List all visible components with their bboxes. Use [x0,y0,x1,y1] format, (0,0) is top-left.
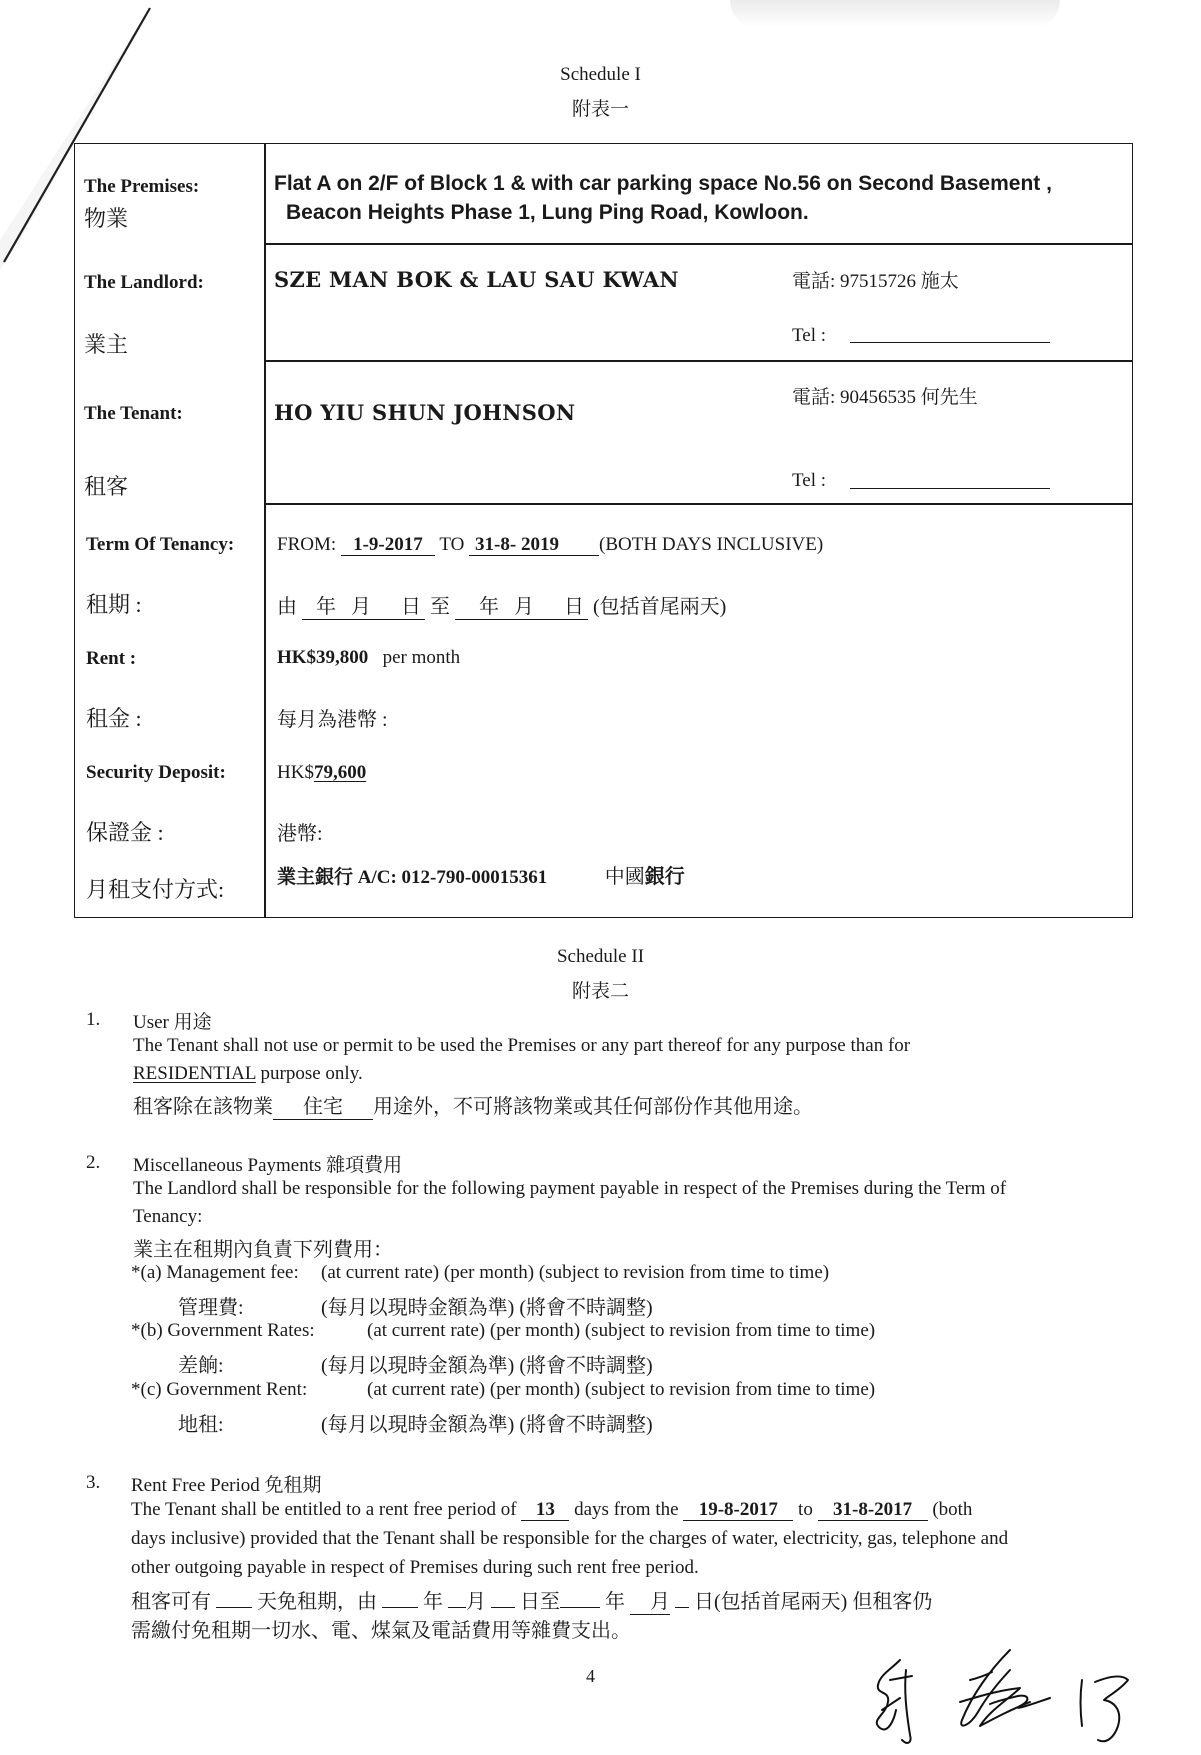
table-row-divider [264,360,1133,362]
zh-days-blank [216,1591,252,1608]
tenant-label-zh: 租客 [84,474,129,499]
scan-shadow [730,0,1060,28]
zh-month-blank [448,1591,466,1608]
clause-3-zh-year2: 年 [605,1591,625,1613]
term-zh-suffix: (包括首尾兩天) [593,596,727,618]
rent-free-to: 31-8-2017 [818,1500,928,1521]
tenant-tel-label: Tel : [792,470,827,491]
term-chinese [277,590,726,620]
clause-2b-zh-terms: (每月以現時金額為準) (將會不時調整) [321,1355,653,1377]
term-label-zh: 租期 : [86,592,142,617]
landlord-tel-blank [850,342,1050,343]
clause-3-text-c: to [798,1499,813,1520]
term-zh-to-blank [455,590,588,620]
clause-2a-zh-terms: (每月以現時金額為準) (將會不時調整) [321,1297,653,1319]
clause-2c-zh-terms: (每月以現時金額為準) (將會不時調整) [321,1414,653,1436]
term-zh-to: 至 [430,596,450,618]
clause-1-number: 1. [86,1009,101,1030]
schedule-1-title-zh: 附表一 [571,99,629,120]
rent-label-zh: 租金 : [86,706,142,731]
zh-year-blank [382,1591,418,1608]
term-inclusive: (BOTH DAYS INCLUSIVE) [599,534,824,555]
premises-address-line2: Beacon Heights Phase 1, Lung Ping Road, Kowloon. [286,201,809,224]
deposit-value-zh: 港幣: [277,823,323,845]
bank-name-suffix: 銀行 [644,866,685,888]
table-row-divider [264,503,1133,505]
landlord-tel-label: Tel : [792,325,827,346]
zh-year2-blank [560,1591,600,1608]
clause-1-heading: User 用途 [133,1012,212,1033]
rent-period: per month [382,647,461,668]
clause-2c-label: *(c) Government Rent: [131,1379,308,1400]
bank-name-prefix: 中國 [604,866,645,888]
zh-year: 年 [479,596,499,618]
clause-1-zh [133,1090,813,1120]
rent-value-zh: 每月為港幣 : [277,709,388,731]
landlord-name: SZE MAN BOK & LAU SAU KWAN [274,267,679,292]
zh-day: 日 [401,596,421,618]
signature [860,1640,1180,1752]
rent-free-days: 13 [521,1500,569,1521]
table-row-divider [264,243,1133,245]
clause-3-zh-end: 日(包括首尾兩天) 但租客仍 [694,1591,933,1613]
rent-free-from: 19-8-2017 [683,1500,793,1521]
schedule-1-title: Schedule I [560,64,641,85]
clause-3-text-b: days from the [574,1499,679,1520]
payment-account [277,860,685,889]
premises-label-zh: 物業 [84,206,129,231]
zh-month: 月 [351,596,371,618]
clause-3-zh-a: 租客可有 [131,1591,211,1613]
clause-3-line1 [131,1499,972,1521]
clause-2a-terms: (at current rate) (per month) (subject to revision from time to time) [321,1262,830,1283]
term-label: Term Of Tenancy: [86,534,235,555]
rent-label: Rent : [86,648,137,669]
clause-1-zh-suffix: 用途外，不可將該物業或其任何部份作其他用途。 [373,1096,813,1118]
clause-3-number: 3. [86,1472,101,1493]
premises-label: The Premises: [84,176,200,197]
page-number: 4 [586,1666,595,1686]
zh-day: 日 [564,596,584,618]
clause-3-text-d: (both [932,1499,973,1520]
term-english [277,534,823,556]
clause-1-residential: RESIDENTIAL [133,1063,256,1084]
term-from-date: 1-9-2017 [341,535,435,556]
clause-1-line2 [133,1063,363,1085]
clause-3-line3: other outgoing payable in respect of Premises during such rent free period. [131,1557,699,1578]
clause-3-zh-line1 [131,1585,932,1615]
deposit-value [277,762,366,784]
clause-2b-terms: (at current rate) (per month) (subject to revision from time to time) [367,1320,876,1341]
deposit-prefix: HK$ [277,762,314,783]
zh-month: 月 [514,596,534,618]
zh-day-blank [491,1591,515,1608]
schedule-2-title: Schedule II [556,946,645,967]
rent-amount: HK$39,800 [277,647,369,668]
tenant-label: The Tenant: [84,403,183,424]
clause-3-zh-b: 天免租期，由 [257,1591,377,1613]
clause-3-text-a: The Tenant shall be entitled to a rent free period of [131,1499,517,1520]
clause-3-zh-month2: 月 [650,1591,670,1613]
deposit-label-zh: 保證金 : [86,820,164,845]
schedule-2-title-zh: 附表二 [571,981,629,1002]
clause-2b-zh-label: 差餉: [178,1355,224,1377]
clause-2-line1: The Landlord shall be responsible for the following payment payable in respect of the Premises during the Term of [133,1178,1007,1199]
tenant-phone: 電話: 90456535 何先生 [792,387,978,408]
tenant-name: HO YIU SHUN JOHNSON [274,400,576,425]
clause-2-number: 2. [86,1152,101,1173]
zh-day2-blank [675,1591,689,1608]
clause-1-zh-prefix: 租客除在該物業 [133,1096,273,1118]
clause-3-zh-month: 月 [466,1591,486,1613]
tenant-tel-blank [850,488,1050,489]
clause-3-line2: days inclusive) provided that the Tenant shall be responsible for the charges of water, electricity, gas, telephone and [131,1528,1009,1549]
clause-1-zh-fill: 住宅 [273,1090,373,1120]
clause-2c-terms: (at current rate) (per month) (subject to revision from time to time) [367,1379,876,1400]
landlord-phone: 電話: 97515726 施太 [792,271,959,292]
term-to-date: 31-8- 2019 [469,535,599,556]
clause-2b-label: *(b) Government Rates: [131,1320,315,1341]
deposit-label: Security Deposit: [86,762,226,783]
clause-2a-label: *(a) Management fee: [131,1262,299,1283]
payment-account-number: 業主銀行 A/C: 012-790-00015361 [277,867,548,888]
zh-year: 年 [316,596,336,618]
clause-2-line2: Tenancy: [133,1206,203,1227]
clause-2-zh: 業主在租期內負責下列費用： [133,1239,393,1261]
clause-3-zh-year: 年 [423,1591,443,1613]
table-column-divider [264,143,266,918]
deposit-amount: 79,600 [313,762,367,783]
clause-1-purpose-only: purpose only. [255,1063,363,1084]
schedule-1-table [74,143,1133,918]
clause-3-zh-day-to: 日至 [520,1591,560,1613]
clause-1-line1: The Tenant shall not use or permit to be used the Premises or any part thereof for any purpose than for [133,1035,911,1056]
premises-address-line1: Flat A on 2/F of Block 1 & with car parking space No.56 on Second Basement , [274,172,1052,195]
clause-2c-zh-label: 地租: [178,1414,224,1436]
clause-3-zh-line2: 需繳付免租期一切水、電、煤氣及電話費用等雜費支出。 [131,1620,631,1642]
rent-value [277,647,460,669]
term-to-label: TO [439,534,465,555]
term-zh-from: 由 [277,596,297,618]
clause-3-heading: Rent Free Period 免租期 [131,1475,322,1496]
zh-month2-blank [630,1585,670,1615]
term-from-label: FROM: [277,534,337,555]
payment-method-label-zh: 月租支付方式: [86,877,225,902]
term-zh-from-blank [302,590,425,620]
landlord-label-zh: 業主 [84,332,129,357]
landlord-label: The Landlord: [84,272,204,293]
clause-2a-zh-label: 管理費: [178,1297,244,1319]
clause-2-heading: Miscellaneous Payments 雜項費用 [133,1155,403,1176]
